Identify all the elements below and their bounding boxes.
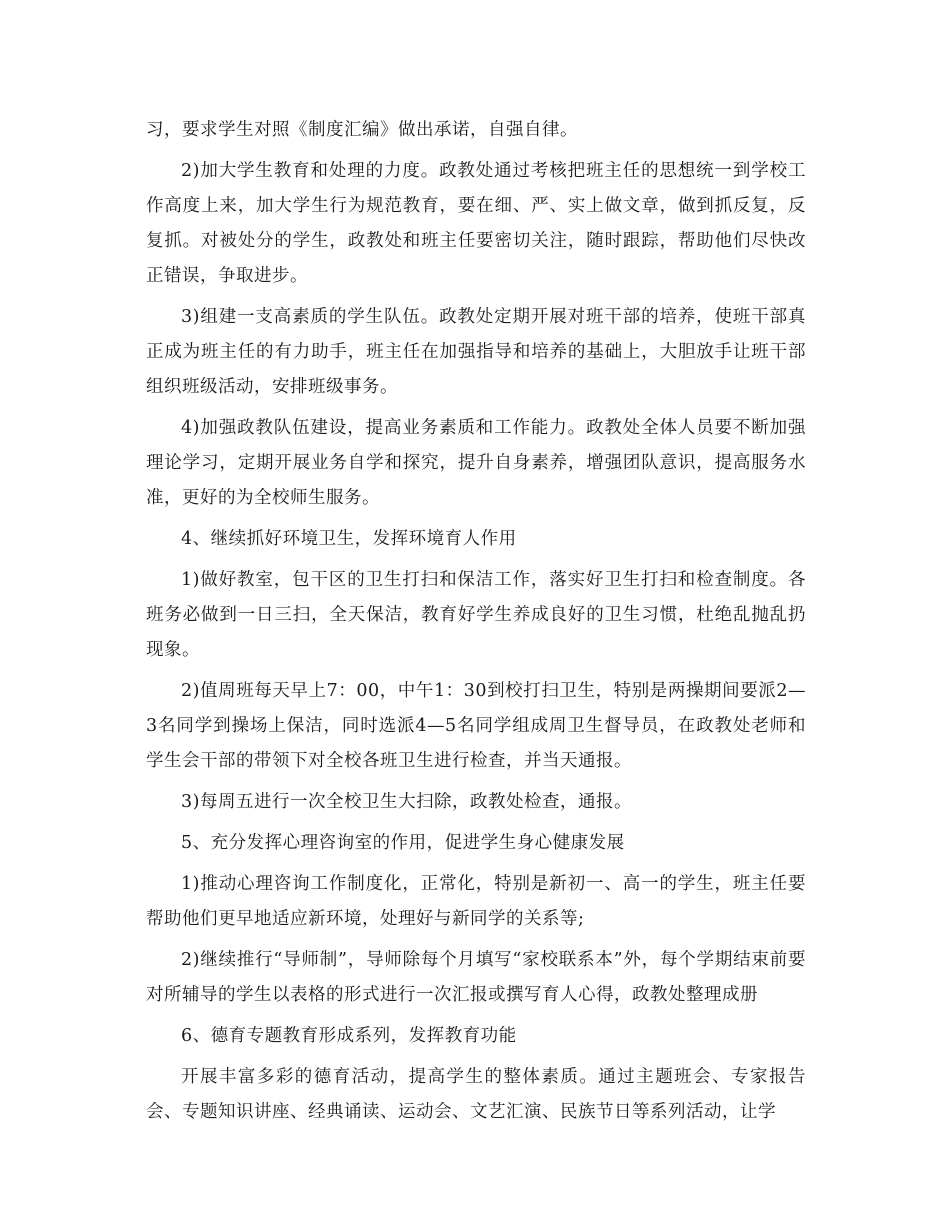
- document-body: [146, 113, 806, 1136]
- section-heading: 5、充分发挥心理咨询室的作用，促进学生身心健康发展: [181, 833, 625, 853]
- paragraph-item: 2)值周班每天早上7：00，中午1：30到校打扫卫生，特别是两操期间要派2—3名同学到操场上保洁，同时选派4—5名同学组成周卫生督导员，在政教处老师和学生会干部的带领下对全校各班卫生进行检查，并当天通报。: [146, 681, 806, 771]
- paragraph-item: 4)加强政教队伍建设，提高业务素质和工作能力。政教处全体人员要不断加强理论学习，定期开展业务自学和探究，提升自身素养，增强团队意识，提高服务水准，更好的为全校师生服务。: [146, 418, 806, 508]
- paragraph-item: 2)继续推行“导师制”，导师除每个月填写“家校联系本”外，每个学期结束前要对所辅导的学生以表格的形式进行一次汇报或撰写育人心得，政教处整理成册: [146, 950, 806, 1005]
- paragraph-item: 1)做好教室，包干区的卫生打扫和保洁工作，落实好卫生打扫和检查制度。各班务必做到一日三扫，全天保洁，教育好学生养成良好的卫生习惯，杜绝乱抛乱扔现象。: [146, 570, 806, 660]
- paragraph-item: 开展丰富多彩的德育活动，提高学生的整体素质。通过主题班会、专家报告会、专题知识讲座、经典诵读、运动会、文艺汇演、民族节日等系列活动，让学: [146, 1067, 806, 1122]
- paragraph-item: 2)加大学生教育和处理的力度。政教处通过考核把班主任的思想统一到学校工作高度上来，加大学生行为规范教育，要在细、严、实上做文章，做到抓反复，反复抓。对被处分的学生，政教处和班主任要密切关注，随时跟踪，帮助他们尽快改正错误，争取进步。: [146, 161, 806, 286]
- section-heading: 6、德育专题教育形成系列，发挥教育功能: [181, 1026, 517, 1046]
- paragraph-item: 1)推动心理咨询工作制度化，正常化，特别是新初一、高一的学生，班主任要帮助他们更早地适应新环境，处理好与新同学的关系等;: [146, 874, 806, 929]
- paragraph-item: 3)组建一支高素质的学生队伍。政教处定期开展对班干部的培养，使班干部真正成为班主任的有力助手，班主任在加强指导和培养的基础上，大胆放手让班干部组织班级活动，安排班级事务。: [146, 307, 806, 397]
- section-heading: 4、继续抓好环境卫生，发挥环境育人作用: [181, 529, 517, 549]
- paragraph-item: 3)每周五进行一次全校卫生大扫除，政教处检查，通报。: [181, 792, 632, 812]
- paragraph-continuation: 习，要求学生对照《制度汇编》做出承诺，自强自律。: [146, 120, 578, 140]
